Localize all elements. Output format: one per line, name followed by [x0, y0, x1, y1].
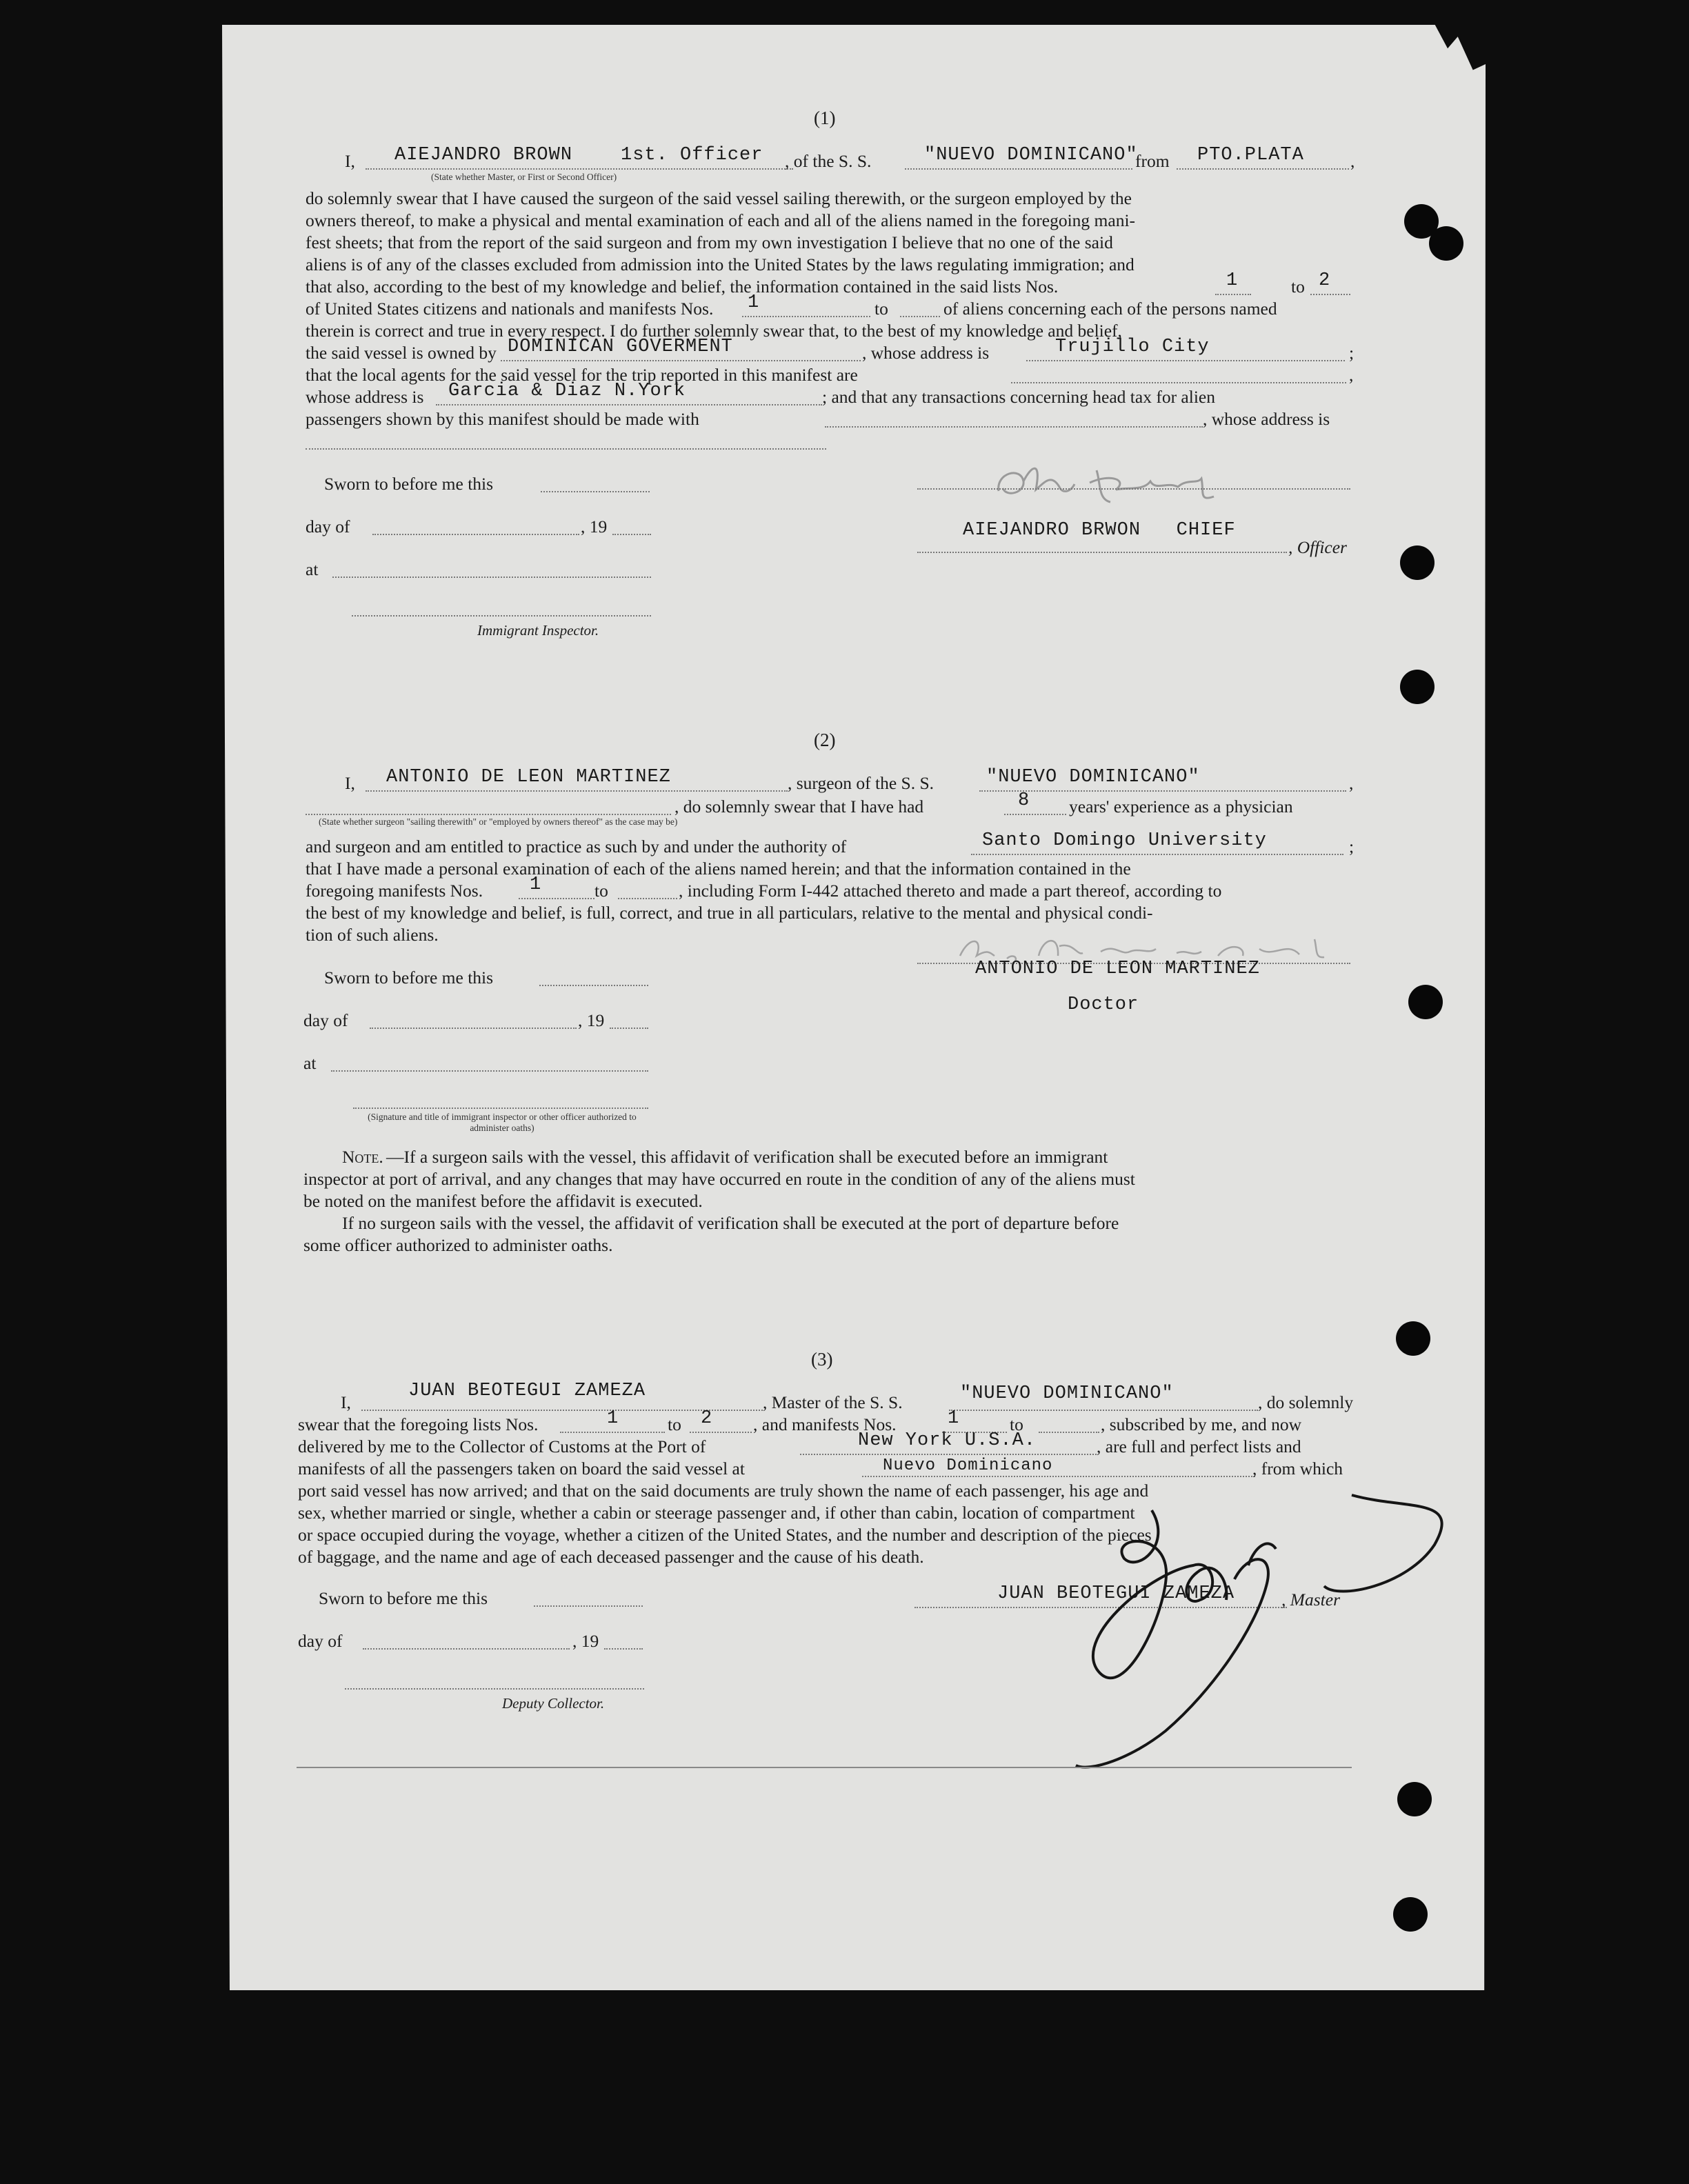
- sec2-years: 8: [1018, 790, 1030, 811]
- sec1-officer-name: AIEJANDRO BROWN: [394, 145, 573, 166]
- sec1-port-from: PTO.PLATA: [1197, 145, 1304, 166]
- sec1-comma: ,: [1349, 365, 1354, 385]
- sec2-at: at: [303, 1053, 317, 1073]
- punch-hole: [1397, 1782, 1432, 1816]
- section-2-number: (2): [814, 730, 836, 750]
- sec1-line1-vessel: , of the S. S.: [785, 151, 872, 171]
- sec3-from-which: , from which: [1252, 1459, 1343, 1479]
- sec2-manifests-from: 1: [530, 874, 542, 895]
- sec2-note-label: Note.: [342, 1147, 383, 1167]
- sec3-body-line: sex, whether married or single, whether a cabin or steerage passenger and, if other than cabin, location of compartment: [298, 1503, 1135, 1523]
- sec2-line2-tail: years' experience as a physician: [1069, 797, 1293, 817]
- sec1-to: to: [1291, 277, 1305, 297]
- sec3-sworn: Sworn to before me this: [319, 1588, 488, 1608]
- sec2-surgeon-hint: (State whether surgeon "sailing therewith" or "employed by owners thereof" as the case may be): [319, 817, 678, 827]
- sec1-body-line: fest sheets; that from the report of the said surgeon and from my own investigation I believe that no one of the said: [306, 232, 1113, 252]
- sec1-lists-from: 1: [1226, 270, 1239, 291]
- sec1-manifests-from: 1: [748, 292, 760, 313]
- sec2-to: to: [594, 881, 608, 901]
- sec1-body-line: aliens is of any of the classes excluded from admission into the United States by the laws regulating immigration; and: [306, 254, 1135, 274]
- sec3-to: to: [668, 1414, 681, 1434]
- sec1-line1-i: I,: [345, 151, 355, 171]
- sec1-body-line: do solemnly swear that I have caused the surgeon of the said vessel sailing therewith, or the surgeon employed by the: [306, 188, 1132, 208]
- sec2-signature-hint: (Signature and title of immigrant inspector or other officer authorized to administer oaths): [368, 1112, 637, 1133]
- sec2-ship-name: "NUEVO DOMINICANO": [986, 767, 1200, 788]
- sec2-surgeon-name: ANTONIO DE LEON MARTINEZ: [386, 767, 671, 788]
- sec2-body-line: that I have made a personal examination of each of the aliens named herein; and that the information contained in the: [306, 859, 1131, 879]
- sec3-full-lists: , are full and perfect lists and: [1097, 1436, 1301, 1456]
- sec1-typed-signature: AIEJANDRO BRWON CHIEF: [963, 520, 1236, 541]
- sec1-inspector-label: Immigrant Inspector.: [477, 622, 599, 639]
- sec3-body-line: swear that the foregoing lists Nos.: [298, 1414, 539, 1434]
- sec3-collector-label: Deputy Collector.: [502, 1695, 605, 1712]
- sec1-body-line: that the local agents for the said vessel for the trip reported in this manifest are: [306, 365, 858, 385]
- sec3-ship-name: "NUEVO DOMINICANO": [960, 1383, 1174, 1404]
- sec3-line1-vessel: , Master of the S. S.: [763, 1392, 903, 1412]
- sec3-year: , 19: [572, 1631, 599, 1651]
- sec2-note-line: —If a surgeon sails with the vessel, this affidavit of verification shall be executed before an immigrant: [386, 1147, 1108, 1167]
- sec3-master-name: JUAN BEOTEGUI ZAMEZA: [408, 1381, 646, 1401]
- sec2-semicolon: ;: [1349, 836, 1355, 856]
- sec2-line1-vessel: , surgeon of the S. S.: [788, 773, 935, 793]
- sec1-rank-hint: (State whether Master, or First or Second Officer): [431, 172, 617, 182]
- sec2-body-line: the best of my knowledge and belief, is full, correct, and true in all particulars, relative to the mental and physical condi-: [306, 903, 1153, 923]
- sec3-line1-i: I,: [341, 1392, 351, 1412]
- sec1-line1-from: from: [1135, 151, 1170, 171]
- sec1-head-tax: ; and that any transactions concerning head tax for alien: [822, 387, 1215, 407]
- sec1-to: to: [875, 299, 888, 319]
- sec3-to: to: [1010, 1414, 1023, 1434]
- sec2-sworn: Sworn to before me this: [324, 968, 494, 988]
- sec1-at: at: [306, 559, 319, 579]
- sec3-line1-tail: , do solemnly: [1258, 1392, 1354, 1412]
- sec3-manifests: , and manifests Nos.: [753, 1414, 897, 1434]
- sec3-lists-to: 2: [701, 1408, 713, 1429]
- sec3-body-line: delivered by me to the Collector of Customs at the Port of: [298, 1436, 706, 1456]
- sec3-body-line: of baggage, and the name and age of each deceased passenger and the cause of his death.: [298, 1547, 924, 1567]
- section-3-number: (3): [811, 1349, 833, 1370]
- sec1-semicolon: ;: [1349, 343, 1355, 363]
- sec2-form-tail: , including Form I-442 attached thereto and made a part thereof, according to: [679, 881, 1222, 901]
- sec2-line1-comma: ,: [1349, 773, 1354, 793]
- sec2-body-line: foregoing manifests Nos.: [306, 881, 483, 901]
- sec1-owner: DOMINICAN GOVERMENT: [508, 337, 733, 357]
- sec3-day: day of: [298, 1631, 343, 1651]
- sec2-year: , 19: [578, 1010, 605, 1030]
- sec1-body-line: the said vessel is owned by: [306, 343, 497, 363]
- sec2-line1-i: I,: [345, 773, 355, 793]
- sec3-port: New York U.S.A.: [858, 1430, 1037, 1451]
- sec3-master-label: , Master: [1281, 1590, 1340, 1610]
- sec1-body-line: passengers shown by this manifest should be made with: [306, 409, 699, 429]
- sec2-body-line: tion of such aliens.: [306, 925, 439, 945]
- sec2-title: Doctor: [1068, 994, 1139, 1015]
- section-1-number: (1): [814, 108, 836, 128]
- punch-hole: [1393, 1897, 1428, 1932]
- signature-officer: [993, 452, 1241, 508]
- sec1-body-line: of United States citizens and nationals and manifests Nos.: [306, 299, 714, 319]
- sec3-departure: Nuevo Dominicano: [883, 1456, 1053, 1475]
- punch-hole: [1408, 985, 1443, 1019]
- sec1-body-line: owners thereof, to make a physical and mental examination of each and all of the aliens named in the foregoing mani-: [306, 210, 1136, 230]
- sec1-owner-address: Trujillo City: [1055, 337, 1210, 357]
- sec2-line2: , do solemnly swear that I have had: [674, 797, 924, 817]
- punch-hole: [1400, 670, 1435, 704]
- sec3-manifests-from: 1: [948, 1408, 960, 1429]
- sec1-day: day of: [306, 517, 350, 537]
- sec3-lists-from: 1: [607, 1408, 619, 1429]
- sec1-address-tail: , whose address is: [1203, 409, 1330, 429]
- sec2-note-line: be noted on the manifest before the affidavit is executed.: [303, 1191, 703, 1211]
- sec1-ship-name: "NUEVO DOMINICANO": [924, 145, 1138, 166]
- sec2-typed-signature: ANTONIO DE LEON MARTINEZ: [975, 959, 1260, 979]
- sec3-body-line: or space occupied during the voyage, whether a citizen of the United States, and the number and description of the pieces: [298, 1525, 1152, 1545]
- sec1-sworn: Sworn to before me this: [324, 474, 494, 494]
- sec1-year: , 19: [581, 517, 608, 537]
- sec2-authority: Santo Domingo University: [982, 830, 1267, 851]
- sec3-subscribed: , subscribed by me, and now: [1101, 1414, 1302, 1434]
- sec2-body-line: and surgeon and am entitled to practice as such by and under the authority of: [306, 836, 847, 856]
- punch-hole: [1400, 545, 1435, 580]
- sec3-typed-signature: JUAN BEOTEGUI ZAMEZA: [997, 1583, 1235, 1604]
- sec1-aliens-tail: of aliens concerning each of the persons named: [943, 299, 1277, 319]
- sec1-lists-to: 2: [1319, 270, 1331, 291]
- sec1-body-line: whose address is: [306, 387, 424, 407]
- sec1-agents-address: Garcia & Diaz N.York: [448, 381, 686, 401]
- sec2-note-line: some officer authorized to administer oaths.: [303, 1235, 613, 1255]
- sec1-officer-rank: 1st. Officer: [621, 145, 763, 166]
- sec3-body-line: manifests of all the passengers taken on board the said vessel at: [298, 1459, 745, 1479]
- signature-master: [1048, 1483, 1455, 1772]
- bottom-rule: [297, 1767, 1352, 1768]
- sec1-line1-comma: ,: [1350, 151, 1355, 171]
- sec2-note-line: inspector at port of arrival, and any changes that may have occurred en route in the condition of any of the aliens must: [303, 1169, 1135, 1189]
- sec2-note-line: If no surgeon sails with the vessel, the affidavit of verification shall be executed at the port of departure before: [342, 1213, 1119, 1233]
- sec1-body-line: therein is correct and true in every respect. I do further solemnly swear that, to the best of my knowledge and belief,: [306, 321, 1122, 341]
- sec1-whose-address: , whose address is: [862, 343, 990, 363]
- sec3-body-line: port said vessel has now arrived; and that on the said documents are truly shown the name of each passenger, his age and: [298, 1481, 1149, 1501]
- punch-hole: [1396, 1321, 1430, 1356]
- sec1-body-line: that also, according to the best of my knowledge and belief, the information contained in the said lists Nos.: [306, 277, 1059, 297]
- sec1-officer-label: , Officer: [1288, 537, 1347, 557]
- sec2-day: day of: [303, 1010, 348, 1030]
- punch-hole: [1429, 226, 1463, 261]
